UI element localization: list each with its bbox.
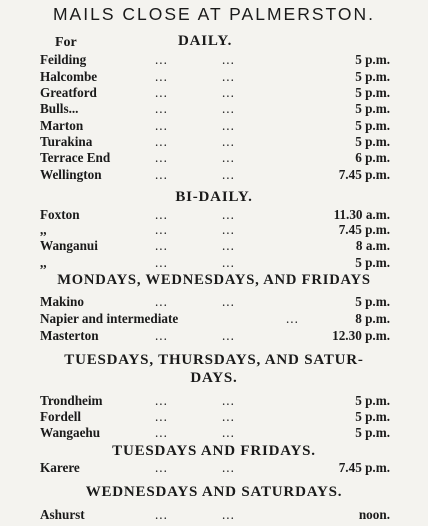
- destination-name: Feilding: [40, 52, 87, 67]
- leader-dots: ...: [155, 328, 168, 343]
- leader-dots: ...: [155, 393, 168, 408]
- leader-dots: ...: [222, 460, 235, 475]
- leader-dots: ...: [222, 207, 235, 222]
- close-time: 7.45 p.m.: [338, 460, 390, 475]
- leader-dots: ...: [222, 167, 235, 182]
- destination-name: ,,: [40, 255, 47, 270]
- schedule-row: [0, 238, 428, 255]
- leader-dots: ...: [155, 238, 168, 253]
- destination-name: Foxton: [40, 207, 80, 222]
- close-time: 8 p.m.: [355, 311, 390, 326]
- leader-dots: ...: [155, 150, 168, 165]
- leader-dots: ...: [155, 409, 168, 424]
- schedule-row: [0, 150, 428, 167]
- leader-dots: ...: [222, 238, 235, 253]
- leader-dots: ...: [155, 255, 168, 270]
- destination-name: ,,: [40, 222, 47, 237]
- destination-name: Turakina: [40, 134, 93, 149]
- schedule-row: [0, 460, 428, 477]
- mwf-heading: MONDAYS, WEDNESDAYS, AND FRIDAYS: [57, 272, 371, 288]
- close-time: 5 p.m.: [355, 85, 390, 100]
- destination-name: Napier and intermediate: [40, 311, 179, 326]
- destination-name: Bulls...: [40, 101, 79, 116]
- schedule-row: [0, 134, 428, 151]
- schedule-row: [0, 507, 428, 524]
- leader-dots: ...: [222, 101, 235, 116]
- leader-dots: ...: [155, 167, 168, 182]
- for-label: For: [55, 35, 77, 50]
- schedule-row: [0, 69, 428, 86]
- destination-name: Wangaehu: [40, 425, 101, 440]
- destination-name: Halcombe: [40, 69, 98, 84]
- tts-heading-line-2: DAYS.: [190, 370, 238, 386]
- leader-dots: ...: [222, 69, 235, 84]
- leader-dots: ...: [222, 294, 235, 309]
- leader-dots: ...: [222, 507, 235, 522]
- destination-name: Wellington: [40, 167, 102, 182]
- leader-dots: ...: [222, 255, 235, 270]
- schedule-row: [0, 425, 428, 442]
- close-time: 5 p.m.: [355, 409, 390, 424]
- schedule-row: [0, 393, 428, 410]
- leader-dots: ...: [222, 409, 235, 424]
- schedule-row: [0, 311, 428, 328]
- schedule-row: [0, 167, 428, 184]
- bidaily-heading: BI-DAILY.: [175, 189, 253, 205]
- leader-dots: ...: [222, 328, 235, 343]
- close-time: 12.30 p.m.: [332, 328, 390, 343]
- schedule-row: [0, 85, 428, 102]
- leader-dots: ...: [155, 294, 168, 309]
- leader-dots: ...: [222, 222, 235, 237]
- leader-dots: ...: [155, 507, 168, 522]
- close-time: 5 p.m.: [355, 425, 390, 440]
- destination-name: Greatford: [40, 85, 97, 100]
- close-time: 5 p.m.: [355, 69, 390, 84]
- leader-dots: ...: [155, 425, 168, 440]
- close-time: 5 p.m.: [355, 134, 390, 149]
- leader-dots: ...: [155, 118, 168, 133]
- leader-dots: ...: [222, 118, 235, 133]
- leader-dots: ...: [155, 222, 168, 237]
- leader-dots: ...: [222, 425, 235, 440]
- leader-dots: ...: [222, 134, 235, 149]
- destination-name: Karere: [40, 460, 80, 475]
- tts-heading-line-1: TUESDAYS, THURSDAYS, AND SATUR-: [64, 352, 364, 368]
- destination-name: Masterton: [40, 328, 99, 343]
- close-time: noon.: [358, 507, 390, 522]
- schedule-row: [0, 52, 428, 69]
- schedule-row: [0, 101, 428, 118]
- close-time: 11.30 a.m.: [333, 207, 390, 222]
- leader-dots: ...: [222, 85, 235, 100]
- tf-heading: TUESDAYS AND FRIDAYS.: [112, 443, 316, 459]
- leader-dots: ...: [155, 207, 168, 222]
- leader-dots: ...: [155, 134, 168, 149]
- schedule-row: [0, 328, 428, 345]
- destination-name: Marton: [40, 118, 84, 133]
- destination-name: Terrace End: [40, 150, 111, 165]
- close-time: 5 p.m.: [355, 101, 390, 116]
- schedule-row: [0, 118, 428, 135]
- close-time: 5 p.m.: [355, 294, 390, 309]
- leader-dots: ...: [155, 52, 168, 67]
- schedule-row: [0, 255, 428, 272]
- leader-dots: ...: [155, 460, 168, 475]
- leader-dots: ...: [222, 150, 235, 165]
- close-time: 5 p.m.: [355, 52, 390, 67]
- schedule-row: [0, 294, 428, 311]
- leader-dots: ...: [155, 85, 168, 100]
- schedule-row: [0, 222, 428, 239]
- destination-name: Makino: [40, 294, 84, 309]
- close-time: 7.45 p.m.: [338, 222, 390, 237]
- destination-name: Wanganui: [40, 238, 98, 253]
- destination-name: Ashurst: [40, 507, 85, 522]
- leader-dots: ...: [155, 69, 168, 84]
- leader-dots: ...: [155, 101, 168, 116]
- leader-dots: ...: [222, 52, 235, 67]
- close-time: 6 p.m.: [355, 150, 390, 165]
- daily-heading: DAILY.: [178, 33, 233, 49]
- destination-name: Trondheim: [40, 393, 103, 408]
- page-title: MAILS CLOSE AT PALMERSTON.: [52, 4, 376, 24]
- close-time: 5 p.m.: [355, 118, 390, 133]
- leader-dots: ...: [222, 393, 235, 408]
- destination-name: Fordell: [40, 409, 82, 424]
- close-time: 5 p.m.: [355, 255, 390, 270]
- schedule-row: [0, 409, 428, 426]
- ws-heading: WEDNESDAYS AND SATURDAYS.: [85, 484, 343, 500]
- close-time: 5 p.m.: [355, 393, 390, 408]
- leader-dots: ...: [286, 311, 299, 326]
- close-time: 8 a.m.: [355, 238, 390, 253]
- close-time: 7.45 p.m.: [338, 167, 390, 182]
